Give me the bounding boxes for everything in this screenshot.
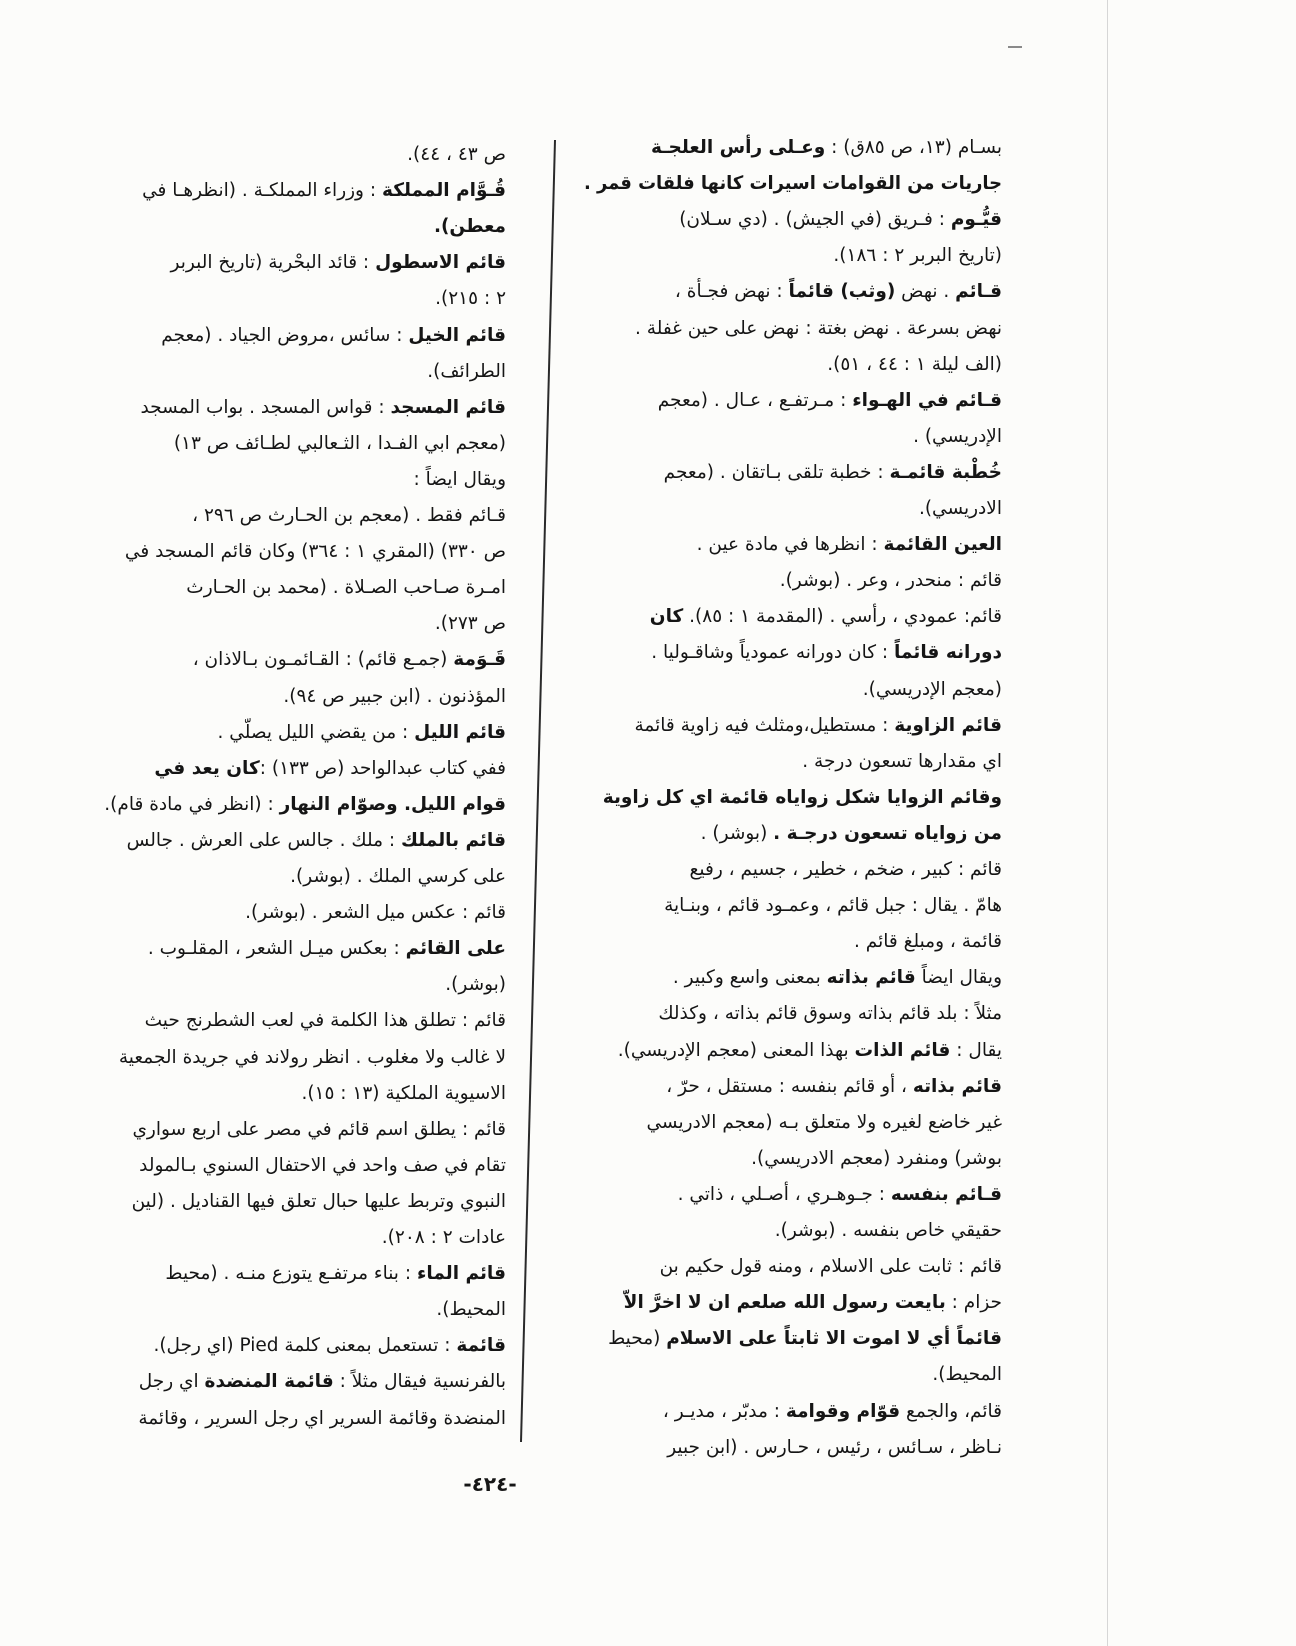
bold-headword: قائم بذاته	[912, 1075, 1002, 1097]
text-line	[78, 642, 506, 678]
bold-headword: قائماً أي لا اموت الا ثابتاً على الاسلام	[666, 1328, 1002, 1350]
text-line	[78, 1328, 506, 1364]
left-column	[78, 0, 506, 1646]
text-run: نهض بسرعة . نهض بغتة : نهض على حين غفلة .	[635, 317, 1002, 339]
text-line	[584, 816, 1002, 852]
text-run: اي مقدارها تسعون درجة .	[802, 750, 1002, 772]
bold-headword: العين القائمة	[883, 534, 1002, 556]
bold-headword: قائم بالملك	[401, 829, 506, 851]
text-run: : مـرتفـع ، عـال . (معجم	[657, 389, 853, 411]
text-line	[78, 281, 506, 317]
text-run: على كرسي الملك . (بوشر).	[290, 866, 506, 887]
text-run: قائم : ثابت على الاسلام ، ومنه قول حكيم بن	[659, 1256, 1002, 1278]
text-line	[584, 1141, 1002, 1177]
text-run: : بعكس ميـل الشعر ، المقلـوب .	[147, 938, 406, 960]
text-run: ففي كتاب عبدالواحد (ص ١٣٣) :	[259, 757, 506, 779]
text-line	[78, 390, 506, 426]
text-line	[584, 996, 1002, 1032]
text-line	[584, 888, 1002, 924]
text-line	[78, 318, 506, 354]
text-run: مثلاً : بلد قائم بذاته وسوق قائم بذاته ، وكذلك	[658, 1003, 1002, 1025]
text-line	[584, 852, 1002, 888]
text-run: الإدريسي) .	[913, 425, 1002, 447]
text-line	[584, 238, 1002, 274]
text-run: المحيط).	[932, 1364, 1002, 1386]
text-run: : ملك . جالس على العرش . جالس	[126, 829, 402, 851]
text-run: بوشر) ومنفرد (معجم الادريسي).	[751, 1147, 1002, 1169]
text-run: : (انظر في مادة قام).	[104, 793, 280, 815]
text-run: (بوشر) .	[700, 822, 774, 844]
bold-headword: قائم الماء	[416, 1263, 506, 1285]
text-line	[78, 462, 506, 498]
bold-headword: قائم الذات	[854, 1039, 951, 1061]
text-line	[78, 1040, 506, 1076]
text-run: تقام في صف واحد في الاحتفال السنوي بـالمولد	[139, 1154, 506, 1176]
text-line	[78, 823, 506, 859]
text-line	[584, 130, 1002, 166]
text-run: يقال :	[950, 1039, 1002, 1061]
text-line	[78, 1364, 506, 1400]
text-run: بسـام (١٣، ص ٨٥ق) :	[825, 137, 1002, 158]
column-divider-line	[521, 140, 555, 1442]
bold-headword: وعـلى رأس العلجـة	[651, 137, 826, 158]
text-run: : مستطيل،ومثلث فيه زاوية قائمة	[634, 714, 895, 736]
bold-headword: دورانه قائماً	[894, 642, 1002, 664]
text-line	[78, 967, 506, 1003]
text-line	[584, 274, 1002, 310]
bold-headword: قـائم بنفسه	[890, 1183, 1002, 1205]
text-line	[584, 491, 1002, 527]
text-run: : نهض فجـأة ،	[674, 281, 789, 303]
text-run: : سائس ،مروض الجياد . (معجم	[161, 324, 409, 346]
text-line	[584, 1285, 1002, 1321]
text-line	[78, 751, 506, 787]
text-run: ص ٢٧٣).	[434, 613, 506, 635]
text-line	[584, 1321, 1002, 1357]
text-run: قائم : منحدر ، وعر . (بوشر).	[779, 570, 1002, 592]
text-run: : من يقضي الليل يصلّي .	[217, 721, 415, 743]
text-run: قائم : عكس ميل الشعر . (بوشر).	[245, 902, 506, 924]
text-line	[78, 1401, 506, 1437]
text-line	[584, 419, 1002, 455]
bold-headword: قـائم في الهـواء	[852, 389, 1002, 411]
text-line	[78, 895, 506, 931]
text-line	[78, 570, 506, 606]
text-run: : كان دورانه عمودياً وشاقـوليا .	[651, 642, 895, 664]
text-line	[78, 606, 506, 642]
text-line	[78, 1184, 506, 1220]
text-line	[78, 715, 506, 751]
text-line	[78, 498, 506, 534]
bold-headword: قوّام وقوامة	[785, 1400, 901, 1422]
bold-headword: قائم الخيل	[408, 324, 506, 346]
text-line	[584, 744, 1002, 780]
text-run: الطرائف).	[427, 360, 506, 382]
text-run: حزام :	[945, 1292, 1002, 1314]
text-run: قـائم فقط . (معجم بن الحـارث ص ٢٩٦ ،	[192, 505, 506, 526]
text-run: : وزراء المملكـة . (انظرهـا في	[142, 180, 382, 202]
text-line	[584, 1033, 1002, 1069]
text-line	[584, 563, 1002, 599]
right-column	[584, 0, 1002, 1646]
text-run: المؤذنون . (ابن جبير ص ٩٤).	[283, 685, 506, 707]
bold-headword: قوام الليل. وصوّام النهار	[279, 793, 506, 815]
bold-headword: جاريات من القوامات اسيرات كانها فلقات قمر .	[583, 173, 1002, 195]
text-line	[584, 1177, 1002, 1213]
text-line	[584, 635, 1002, 671]
text-run: عادات ٢ : ٢٠٨).	[381, 1227, 506, 1248]
text-run: قائمة ، ومبلغ قائم .	[854, 931, 1002, 953]
text-run: : تستعمل بمعنى كلمة Pied (اي رجل).	[153, 1335, 457, 1357]
text-run: بهذا المعنى (معجم الإدريسي).	[617, 1039, 855, 1061]
bold-headword: بايعت رسول الله صلعم ان لا اخرَّ الاّ	[623, 1292, 946, 1314]
text-run: ص ٣٣٠) (المقري ١ : ٣٦٤) وكان قائم المسجد في	[124, 541, 506, 563]
text-run: قائم : كبير ، ضخم ، خطير ، جسيم ، رفيع	[689, 859, 1002, 880]
text-line	[78, 137, 506, 173]
text-run: غير خاضع لغيره ولا متعلق بـه (معجم الادريسي	[646, 1111, 1002, 1133]
text-line	[584, 1105, 1002, 1141]
text-run: قائم: عمودي ، رأسي . (المقدمة ١ : ٨٥).	[683, 606, 1002, 628]
text-run: بالفرنسية فيقال مثلاً :	[333, 1371, 506, 1393]
text-line	[78, 1076, 506, 1112]
bold-headword: كان	[649, 606, 684, 628]
text-run: النبوي وتربط عليها حبال تعلق فيها القناديل . (لين	[131, 1190, 506, 1212]
text-run: حقيقي خاص بنفسه . (بوشر).	[774, 1220, 1002, 1241]
text-run: ٢ : ٢١٥).	[435, 288, 506, 310]
bold-headword: قـائم	[955, 281, 1002, 303]
text-line	[584, 599, 1002, 635]
text-line	[78, 245, 506, 281]
text-line	[584, 780, 1002, 816]
text-run: : خطبة تلقى بـاتقان . (معجم	[663, 461, 890, 483]
bold-headword: قائمة المنضدة	[204, 1371, 334, 1393]
text-line	[584, 1069, 1002, 1105]
text-line	[78, 787, 506, 823]
bold-headword: معطن).	[433, 216, 506, 238]
text-run: (معجم الإدريسي).	[862, 678, 1002, 700]
text-line	[584, 672, 1002, 708]
bold-headword: قُـوَّام المملكة	[382, 180, 506, 202]
text-line	[78, 679, 506, 715]
text-run: ص ٤٣ ، ٤٤).	[407, 144, 506, 165]
text-run: (تاريخ البربر ٢ : ١٨٦).	[833, 245, 1002, 267]
text-line	[78, 173, 506, 209]
text-run: نـاظر ، سـائس ، رئيس ، حـارس . (ابن جبير	[667, 1436, 1002, 1458]
text-line	[584, 202, 1002, 238]
text-run: (محيط	[608, 1328, 667, 1350]
bold-headword: وقائم الزوايا شكل زواياه قائمة اي كل زاوية	[602, 786, 1002, 808]
text-line	[78, 1292, 506, 1328]
bold-headword: قَـوَمة	[453, 649, 506, 671]
text-line	[584, 708, 1002, 744]
scan-mark	[1008, 46, 1022, 48]
text-run: (بوشر).	[445, 974, 506, 996]
bold-headword: خُطْبة قائمـة	[889, 461, 1002, 483]
text-run: امـرة صـاحب الصـلاة . (محمد بن الحـارث	[186, 577, 506, 599]
bold-headword: قائمة	[456, 1335, 506, 1357]
text-run: : فـريق (في الجيش) . (دي سـلان)	[679, 209, 951, 231]
text-run: (جمـع قائم) : القـائمـون بـالاذان ،	[192, 649, 454, 671]
bold-headword: قائم الاسطول	[375, 252, 506, 274]
scan-edge-line	[1107, 0, 1108, 1646]
text-line	[584, 1213, 1002, 1249]
text-line	[584, 383, 1002, 419]
text-run: بمعنى واسع وكبير .	[672, 967, 827, 989]
text-line	[78, 426, 506, 462]
bold-headword: قيُّـوم	[950, 209, 1002, 231]
text-run: : قواس المسجد . بواب المسجد	[140, 396, 391, 418]
text-run: قائم : تطلق هذا الكلمة في لعب الشطرنج حيث	[144, 1010, 506, 1032]
bold-headword: قائم المسجد	[390, 396, 506, 418]
text-run: : انظرها في مادة عين .	[696, 534, 884, 556]
text-line	[584, 1430, 1002, 1466]
text-line	[584, 1357, 1002, 1393]
bold-headword: قائم بذاته	[826, 967, 916, 989]
text-line	[78, 1148, 506, 1184]
text-run: : جـوهـري ، أصـلي ، ذاتي .	[677, 1183, 891, 1205]
text-run: قائم، والجمع	[900, 1400, 1002, 1422]
text-line	[584, 1394, 1002, 1430]
text-run: (الف ليلة ١ : ٤٤ ، ٥١).	[827, 353, 1002, 375]
text-run: ويقال ايضاً :	[413, 468, 506, 490]
text-line	[78, 1003, 506, 1039]
text-run: : بناء مرتفـع يتوزع منـه . (محيط	[165, 1263, 417, 1285]
text-run: . نهض	[895, 281, 956, 303]
text-run: اي رجل	[138, 1371, 205, 1393]
text-line	[584, 960, 1002, 996]
text-line	[584, 347, 1002, 383]
bold-headword: على القائم	[405, 938, 506, 960]
text-line	[584, 924, 1002, 960]
text-run: : قائد البحْرية (تاريخ البربر	[170, 252, 376, 274]
text-line	[78, 859, 506, 895]
text-run: المحيط).	[436, 1299, 506, 1321]
text-line	[78, 931, 506, 967]
text-run: : مدبّر ، مديـر ،	[662, 1400, 786, 1422]
bold-headword: قائم الزاوية	[894, 714, 1002, 736]
text-run: (معجم ابي الفـدا ، الثـعالبي لطـائف ص ١٣)	[173, 432, 506, 454]
text-line	[584, 527, 1002, 563]
text-run: هامّ . يقال : جبل قائم ، وعمـود قائم ، وبنـاية	[664, 895, 1002, 917]
text-run: ويقال ايضاً	[915, 967, 1002, 989]
text-run: قائم : يطلق اسم قائم في مصر على اربع سواري	[132, 1118, 506, 1140]
page-number: -٤٢٤-	[463, 1472, 517, 1496]
bold-headword: (وثب) قائماً	[788, 281, 896, 303]
bold-headword: من زواياه تسعون درجـة .	[773, 822, 1002, 844]
text-line	[78, 1112, 506, 1148]
text-line	[78, 1220, 506, 1256]
text-line	[78, 209, 506, 245]
text-run: لا غالب ولا مغلوب . انظر رولاند في جريدة الجمعية	[118, 1046, 506, 1068]
text-line	[584, 455, 1002, 491]
text-run: ، أو قائم بنفسه : مستقل ، حرّ ،	[666, 1075, 913, 1097]
text-line	[583, 166, 1002, 202]
bold-headword: كان يعد في	[154, 757, 260, 779]
text-run: الادريسي).	[918, 498, 1002, 519]
text-run: المنضدة وقائمة السرير اي رجل السرير ، وقائمة	[138, 1407, 506, 1429]
text-run: الاسيوية الملكية (١٣ : ١٥).	[301, 1082, 506, 1104]
text-line	[78, 354, 506, 390]
text-line	[78, 534, 506, 570]
text-line	[584, 311, 1002, 347]
text-line	[584, 1249, 1002, 1285]
text-line	[78, 1256, 506, 1292]
bold-headword: قائم الليل	[414, 721, 506, 743]
